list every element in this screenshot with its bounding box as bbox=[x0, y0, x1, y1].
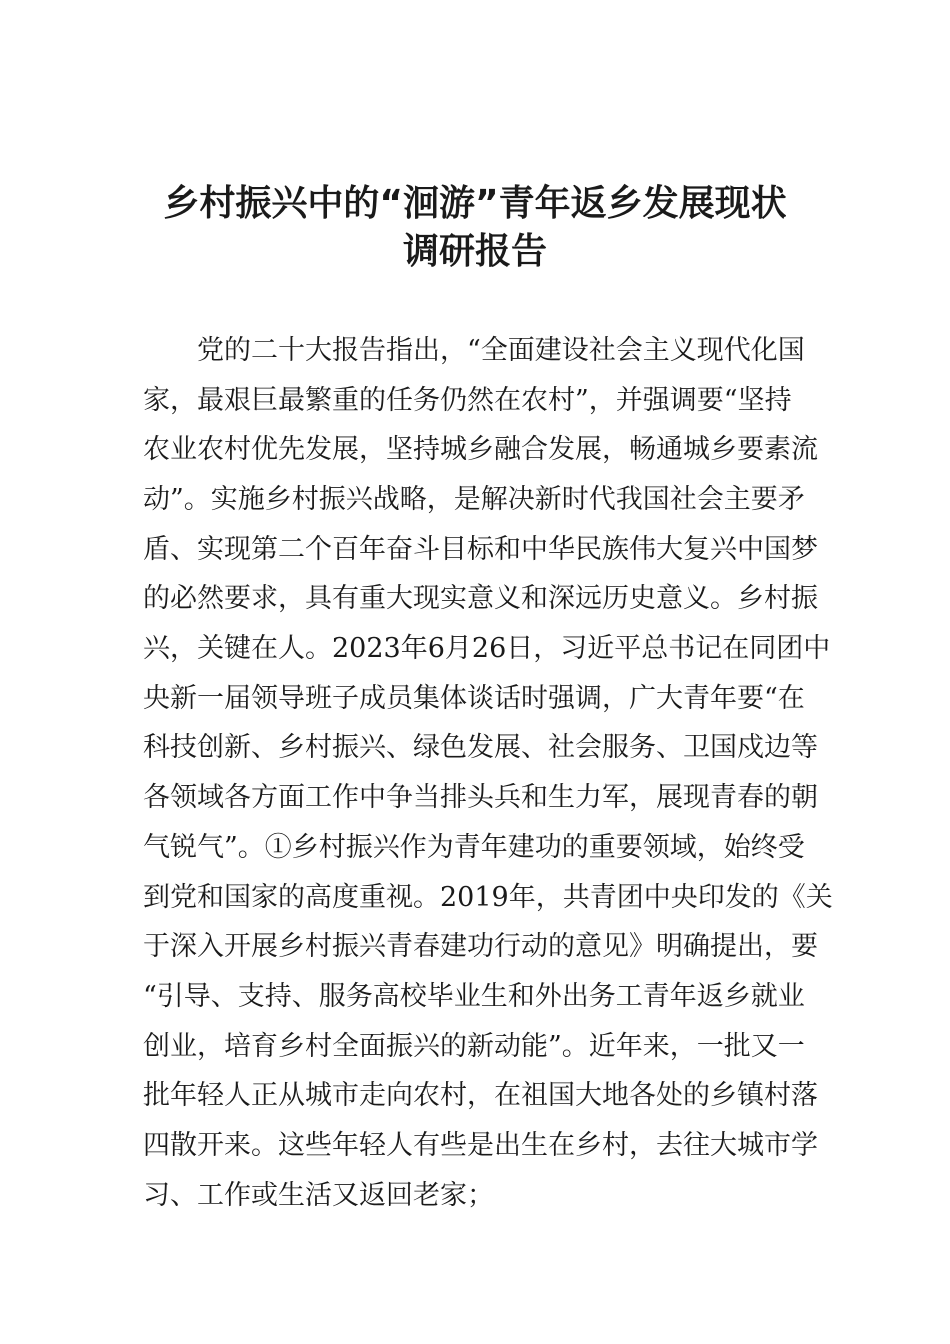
body-paragraph-line: 于深入开展乡村振兴青春建功行动的意见》明确提出，要 bbox=[143, 931, 818, 962]
document-title-line-2: 调研报告 bbox=[402, 231, 547, 272]
document-title-line-1: 乡村振兴中的“洄游”青年返乡发展现状 bbox=[163, 183, 787, 224]
body-paragraph-line: 气锐气”。①乡村振兴作为青年建功的重要领域，始终受 bbox=[143, 832, 805, 863]
body-paragraph-line: 家，最艰巨最繁重的任务仍然在农村”，并强调要“坚持 bbox=[143, 385, 792, 416]
body-paragraph-line: 农业农村优先发展，坚持城乡融合发展，畅通城乡要素流 bbox=[143, 434, 818, 465]
body-paragraph-line: 党的二十大报告指出，“全面建设社会主义现代化国 bbox=[143, 335, 805, 366]
body-paragraph-line: 央新一届领导班子成员集体谈话时强调，广大青年要“在 bbox=[143, 683, 805, 714]
body-paragraph-line: 批年轻人正从城市走向农村，在祖国大地各处的乡镇村落 bbox=[143, 1080, 818, 1111]
body-paragraph-line: 动”。实施乡村振兴战略，是解决新时代我国社会主要矛 bbox=[143, 484, 805, 515]
body-paragraph-line: 的必然要求，具有重大现实意义和深远历史意义。乡村振 bbox=[143, 583, 818, 614]
body-paragraph-line: 习、工作或生活又返回老家； bbox=[143, 1180, 494, 1211]
body-paragraph-line: “引导、支持、服务高校毕业生和外出务工青年返乡就业 bbox=[143, 981, 805, 1012]
body-paragraph-line: 四散开来。这些年轻人有些是出生在乡村，去往大城市学 bbox=[143, 1130, 818, 1161]
body-paragraph-line: 创业，培育乡村全面振兴的新动能”。近年来，一批又一 bbox=[143, 1031, 805, 1062]
body-paragraph-line: 科技创新、乡村振兴、绿色发展、社会服务、卫国戍边等 bbox=[143, 732, 818, 763]
body-paragraph-line: 各领域各方面工作中争当排头兵和生力军，展现青春的朝 bbox=[143, 782, 818, 813]
body-paragraph-line: 盾、实现第二个百年奋斗目标和中华民族伟大复兴中国梦 bbox=[143, 534, 818, 565]
body-paragraph-line: 到党和国家的高度重视。2019年，共青团中央印发的《关 bbox=[143, 882, 833, 913]
body-paragraph-line: 兴，关键在人。2023年6月26日，习近平总书记在同团中 bbox=[143, 633, 831, 664]
